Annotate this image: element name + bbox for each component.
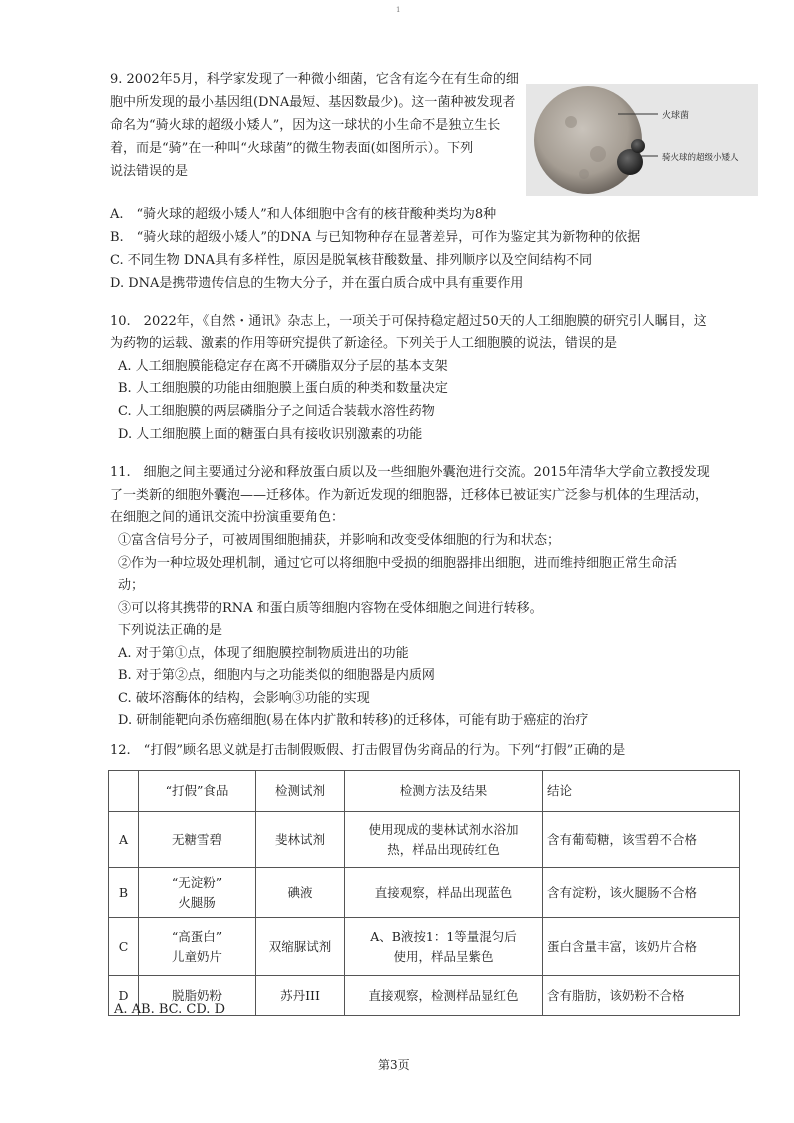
row-food-line: “高蛋白” bbox=[171, 928, 223, 944]
q9-option-c: C. 不同生物 DNA具有多样性，原因是脱氧核苷酸数量、排列顺序以及空间结构不同 bbox=[110, 253, 593, 268]
q10-option-a: A. 人工细胞膜能稳定存在离不开磷脂双分子层的基本支架 bbox=[118, 359, 448, 374]
figure-label-dwarf: 骑火球的超级小矮人 bbox=[662, 153, 739, 163]
q9-stem-line: 9. 2002年5月，科学家发现了一种微小细菌，它含有迄今在有生命的细 bbox=[110, 72, 519, 87]
row-key: D bbox=[109, 976, 139, 1016]
page-footer: 第3页 bbox=[378, 1058, 410, 1072]
table-row bbox=[109, 812, 740, 868]
row-key: B bbox=[109, 868, 139, 918]
row-method-line: 热，样品出现砖红色 bbox=[387, 841, 500, 857]
q11-stem-line: 了一类新的细胞外囊泡——迁移体。作为新近发现的细胞器，迁移体已被证实广泛参与机体的生理活动， bbox=[110, 488, 709, 503]
q12-answer-options: A. AB. BC. CD. D bbox=[114, 1002, 225, 1017]
row-method-line: 使用，样品呈紫色 bbox=[393, 948, 494, 964]
row-food-line: “无淀粉” bbox=[171, 874, 223, 890]
row-method-line: 使用现成的斐林试剂水浴加 bbox=[368, 821, 519, 837]
row-food bbox=[139, 918, 256, 976]
row-key: C bbox=[109, 918, 139, 976]
row-conclusion: 含有淀粉，该火腿肠不合格 bbox=[543, 868, 740, 918]
q11-option-d: D. 研制能靶向杀伤癌细胞(易在体内扩散和转移)的迁移体，可能有助于癌症的治疗 bbox=[118, 713, 589, 728]
row-food: 脱脂奶粉 bbox=[139, 976, 256, 1016]
q9-option-b: B. “骑火球的超级小矮人”的DNA 与已知物种存在显著差异，可作为鉴定其为新物种的依据 bbox=[110, 230, 641, 245]
table-header-row bbox=[109, 771, 740, 812]
figure-label-fireball: 火球菌 bbox=[662, 111, 690, 121]
bacteria-figure bbox=[526, 84, 758, 196]
row-food bbox=[139, 868, 256, 918]
q9-stem-line: 着，而是“骑”在一种叫“火球菌”的微生物表面(如图所示）。下列 bbox=[110, 141, 474, 156]
row-conclusion: 蛋白含量丰富，该奶片合格 bbox=[543, 918, 740, 976]
q12-stem: 12. “打假”顾名思义就是打击制假贩假、打击假冒伪劣商品的行为。下列“打假”正确的是 bbox=[110, 743, 626, 758]
row-food: 无糖雪碧 bbox=[139, 812, 256, 868]
table-row bbox=[109, 918, 740, 976]
q11-question: 下列说法正确的是 bbox=[118, 623, 223, 638]
row-reagent: 斐林试剂 bbox=[256, 812, 345, 868]
row-method-line: A、B液按1：1等量混匀后 bbox=[370, 928, 517, 944]
table-header-cell bbox=[109, 771, 139, 812]
row-food-line: 火腿肠 bbox=[178, 894, 216, 910]
q9-stem-line: 命名为“骑火球的超级小矮人”，因为这一球状的小生命不是独立生长 bbox=[110, 118, 501, 133]
q11-stem-line: 11. 细胞之间主要通过分泌和释放蛋白质以及一些细胞外囊泡进行交流。2015年清华大学俞立教授发现 bbox=[110, 465, 710, 480]
table-header-cell: 检测试剂 bbox=[256, 771, 345, 812]
q11-option-c: C. 破坏溶酶体的结构，会影响③功能的实现 bbox=[118, 691, 370, 706]
q11-stem-line: 在细胞之间的通讯交流中扮演重要角色： bbox=[110, 510, 345, 525]
q10-stem-line: 10. 2022年，《自然・通讯》杂志上，一项关于可保持稳定超过50天的人工细胞膜的研究引人瞩目，这 bbox=[110, 314, 707, 329]
table-row bbox=[109, 868, 740, 918]
q9-option-a: A. “骑火球的超级小矮人”和人体细胞中含有的核苷酸种类均为8种 bbox=[110, 207, 497, 222]
row-conclusion: 含有脂肪，该奶粉不合格 bbox=[543, 976, 740, 1016]
page-top-mark: 1 bbox=[396, 6, 401, 14]
fireball-cell bbox=[534, 86, 642, 194]
q11-option-a: A. 对于第①点，体现了细胞膜控制物质进出的功能 bbox=[118, 646, 409, 661]
q11-point-1: ①富含信号分子，可被周围细胞捕获，并影响和改变受体细胞的行为和状态； bbox=[118, 533, 561, 548]
q11-point-2-cont: 动； bbox=[118, 578, 145, 593]
q10-option-b: B. 人工细胞膜的功能由细胞膜上蛋白质的种类和数量决定 bbox=[118, 381, 448, 396]
table-header-cell: 检测方法及结果 bbox=[345, 771, 543, 812]
q10-option-c: C. 人工细胞膜的两层磷脂分子之间适合装载水溶性药物 bbox=[118, 404, 435, 419]
row-reagent: 苏丹III bbox=[256, 976, 345, 1016]
row-method bbox=[345, 812, 543, 868]
row-method: 直接观察，检测样品显红色 bbox=[345, 976, 543, 1016]
q9-option-d: D. DNA是携带遗传信息的生物大分子，并在蛋白质合成中具有重要作用 bbox=[110, 276, 524, 291]
row-reagent: 碘液 bbox=[256, 868, 345, 918]
row-reagent: 双缩脲试剂 bbox=[256, 918, 345, 976]
row-key: A bbox=[109, 812, 139, 868]
q11-point-2: ②作为一种垃圾处理机制，通过它可以将细胞中受损的细胞器排出细胞，进而维持细胞正常生命活 bbox=[118, 556, 678, 571]
row-conclusion: 含有葡萄糖，该雪碧不合格 bbox=[543, 812, 740, 868]
q10-option-d: D. 人工细胞膜上面的糖蛋白具有接收识别激素的功能 bbox=[118, 427, 423, 442]
q10-stem-line: 为药物的运载、激素的作用等研究提供了新途径。下列关于人工细胞膜的说法，错误的是 bbox=[110, 336, 618, 351]
table-header-cell: “打假”食品 bbox=[139, 771, 256, 812]
q11-option-b: B. 对于第②点，细胞内与之功能类似的细胞器是内质网 bbox=[118, 668, 435, 683]
table-header-cell: 结论 bbox=[543, 771, 740, 812]
q9-stem-line: 胞中所发现的最小基因组(DNA最短、基因数最少)。这一菌种被发现者 bbox=[110, 95, 516, 110]
q9-stem-line: 说法错误的是 bbox=[110, 164, 189, 179]
row-method: 直接观察，样品出现蓝色 bbox=[345, 868, 543, 918]
q11-point-3: ③可以将其携带的RNA 和蛋白质等细胞内容物在受体细胞之间进行转移。 bbox=[118, 601, 543, 616]
row-method bbox=[345, 918, 543, 976]
row-food-line: 儿童奶片 bbox=[171, 948, 222, 964]
q12-table bbox=[108, 770, 740, 1016]
